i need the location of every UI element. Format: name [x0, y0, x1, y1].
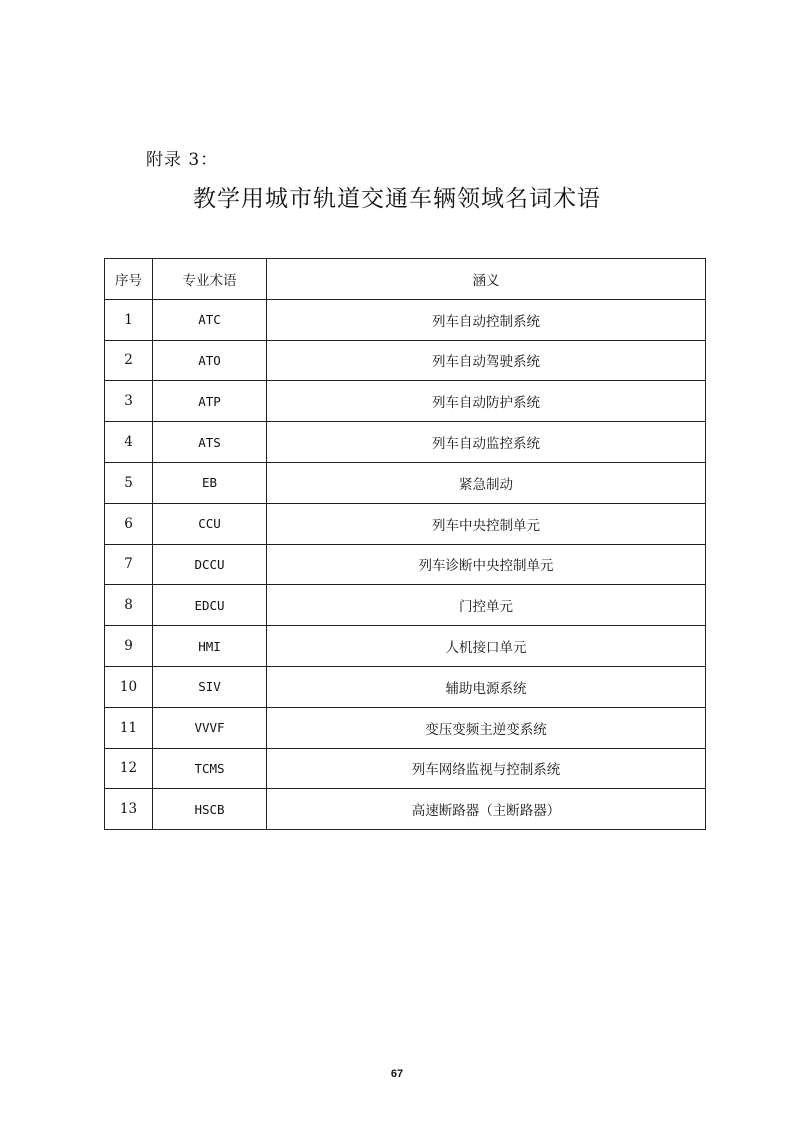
table-row [105, 748, 706, 789]
row-index: 7 [105, 544, 153, 585]
row-meaning: 辅助电源系统 [267, 666, 706, 707]
row-meaning: 列车自动防护系统 [267, 381, 706, 422]
table-row [105, 503, 706, 544]
row-meaning: 紧急制动 [267, 462, 706, 503]
table-row [105, 707, 706, 748]
row-term: VVVF [153, 707, 267, 748]
row-index: 10 [105, 666, 153, 707]
row-meaning: 列车自动监控系统 [267, 422, 706, 463]
row-index: 6 [105, 503, 153, 544]
row-index: 9 [105, 626, 153, 667]
row-term: EB [153, 462, 267, 503]
row-meaning: 人机接口单元 [267, 626, 706, 667]
row-index: 8 [105, 585, 153, 626]
row-term: DCCU [153, 544, 267, 585]
row-index: 3 [105, 381, 153, 422]
page-title: 教学用城市轨道交通车辆领域名词术语 [193, 186, 601, 212]
row-meaning: 高速断路器（主断路器） [267, 789, 706, 830]
row-term: ATS [153, 422, 267, 463]
page-number: 67 [390, 1068, 404, 1080]
row-index: 5 [105, 462, 153, 503]
row-term: EDCU [153, 585, 267, 626]
table-row [105, 462, 706, 503]
row-term: SIV [153, 666, 267, 707]
row-meaning: 列车自动控制系统 [267, 299, 706, 340]
row-term: HMI [153, 626, 267, 667]
table-row [105, 381, 706, 422]
table-row [105, 585, 706, 626]
row-index: 12 [105, 748, 153, 789]
row-meaning: 列车诊断中央控制单元 [267, 544, 706, 585]
header-term: 专业术语 [153, 259, 267, 300]
row-term: ATO [153, 340, 267, 381]
row-meaning: 变压变频主逆变系统 [267, 707, 706, 748]
table-row [105, 789, 706, 830]
row-index: 2 [105, 340, 153, 381]
table-row [105, 422, 706, 463]
row-index: 13 [105, 789, 153, 830]
row-meaning: 列车网络监视与控制系统 [267, 748, 706, 789]
row-term: CCU [153, 503, 267, 544]
table-row [105, 544, 706, 585]
row-meaning: 列车中央控制单元 [267, 503, 706, 544]
header-meaning: 涵义 [267, 259, 706, 300]
table-row [105, 340, 706, 381]
table-row [105, 666, 706, 707]
header-index: 序号 [105, 259, 153, 300]
row-meaning: 门控单元 [267, 585, 706, 626]
table-row [105, 626, 706, 667]
row-index: 1 [105, 299, 153, 340]
row-index: 11 [105, 707, 153, 748]
row-term: ATP [153, 381, 267, 422]
row-term: TCMS [153, 748, 267, 789]
table-row [105, 299, 706, 340]
row-meaning: 列车自动驾驶系统 [267, 340, 706, 381]
row-index: 4 [105, 422, 153, 463]
appendix-label: 附录 3： [146, 150, 219, 170]
row-term: ATC [153, 299, 267, 340]
terms-table [104, 258, 706, 830]
row-term: HSCB [153, 789, 267, 830]
table-header-row [105, 259, 706, 300]
